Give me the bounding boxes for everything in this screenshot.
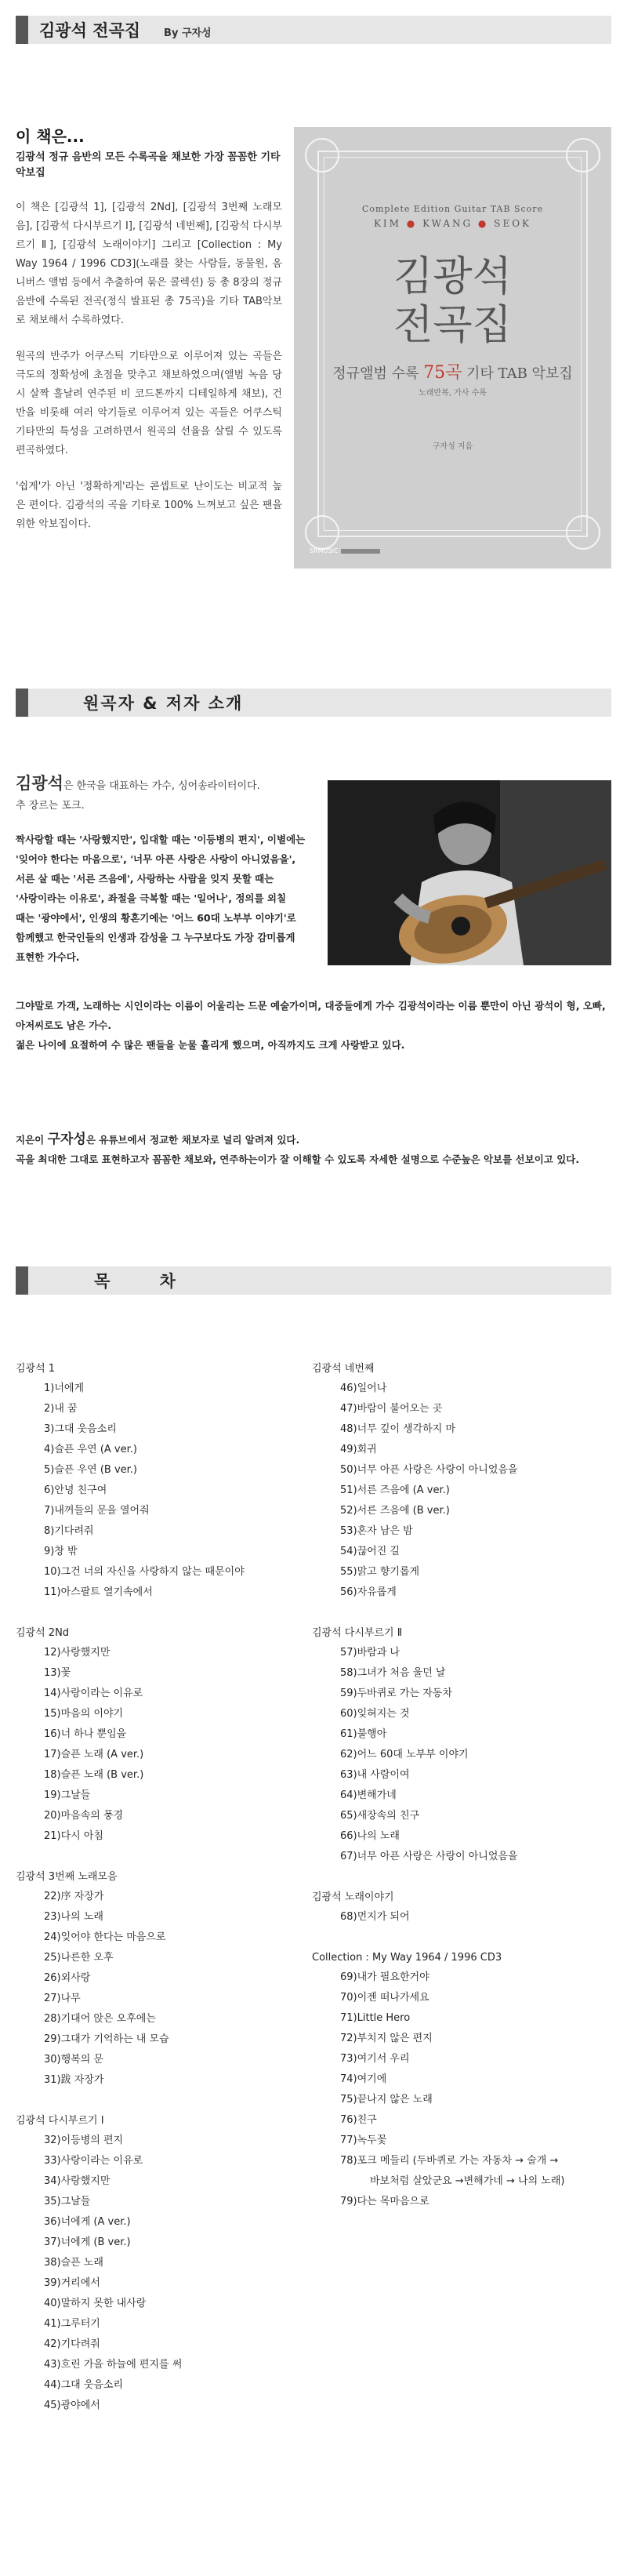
toc-song-item: 67)너무 아픈 사랑은 사랑이 아니었음을 (340, 1851, 518, 1862)
bio-bold-line: 서른 살 때는 '서른 즈음에', 사랑하는 사람을 잊지 못할 때는 (16, 873, 274, 885)
toc-album-title: 김광석 2Nd (16, 1627, 70, 1639)
bio-bold-line: 짝사랑할 때는 '사랑했지만', 입대할 때는 '이등병의 편지', 이별에는 (16, 834, 306, 845)
toc-song-item: 25)나른한 오후 (44, 1952, 114, 1964)
cover-author: 구자성 지음 (432, 442, 473, 451)
toc-song-item: 73)여기서 우리 (340, 2053, 410, 2065)
toc-song-item: 35)그날들 (44, 2196, 91, 2207)
toc-song-item: 16)너 하나 뿐임을 (44, 1728, 127, 1740)
toc-song-item: 40)말하지 못한 내사랑 (44, 2298, 147, 2309)
toc-song-item: 51)서른 즈음에 (A ver.) (340, 1484, 450, 1496)
toc-song-item: 43)흐린 가을 하늘에 편지를 써 (44, 2359, 183, 2371)
toc-song-item: 32)이등병의 편지 (44, 2135, 124, 2146)
toc-song-item: 4)슬픈 우연 (A ver.) (44, 1444, 137, 1455)
bio-continued (16, 996, 611, 1055)
toc-song-item: 46)일어나 (340, 1382, 387, 1394)
toc-song-item: 18)슬픈 노래 (B ver.) (44, 1769, 144, 1781)
toc-song-item: 5)슬픈 우연 (B ver.) (44, 1464, 138, 1476)
toc-left-column (16, 1359, 314, 2416)
toc-song-item: 42)기다려줘 (44, 2338, 100, 2350)
toc-song-item: 27)나무 (44, 1993, 81, 2004)
cover-name-en: KIM ● KWANG ● SEOK (373, 218, 532, 229)
author-name: 구자성 (47, 1132, 86, 1147)
toc-song-item: 50)너무 아픈 사랑은 사랑이 아니었음을 (340, 1464, 518, 1476)
bio-bold-line: '사랑이라는 이유로', 좌절을 극복할 때는 '일어나', 정의를 외칠 (16, 892, 287, 904)
toc-song-item: 58)그녀가 처음 울던 날 (340, 1667, 446, 1679)
toc-album-title: 김광석 네번째 (312, 1363, 375, 1375)
toc-right-column (312, 1359, 610, 2212)
toc-song-item: 3)그대 웃음소리 (44, 1423, 117, 1435)
toc-song-item: 66)나의 노래 (340, 1830, 400, 1842)
toc-song-item: 79)다는 목마음으로 (340, 2196, 429, 2207)
toc-song-item: 13)꽃 (44, 1667, 71, 1679)
toc-song-item: 22)序 자장가 (44, 1891, 104, 1902)
bio-bold-line: '잊어야 한다는 마음으로', '너무 아픈 사랑은 사랑이 아니었음을', (16, 853, 296, 865)
toc-song-item: 11)아스팔트 열기속에서 (44, 1586, 153, 1598)
intro-paragraph-1: 이 책은 [김광석 1], [김광석 2Nd], [김광석 3번째 노래모음], [김광석 다시부르기 Ⅰ], [김광석 네번째], [김광석 다시부르기 Ⅱ], [김광석 노래이야기] 그리고 [Collection : My Way 1964 / 1996 CD3](노래를 찾는 사람들, 동물원, 옴니버스 앨범 등에서 추출하여 묶은 콜렉션) 등 총 8장의 정규 음반에 수록된 전곡(정식 발표된 총 75곡)을 기타 TAB악보로 채보해서 수록하였다. (16, 202, 282, 326)
toc-song-item: 34)사랑했지만 (44, 2175, 111, 2187)
header-bar (16, 16, 611, 44)
section-bar-toc (16, 1266, 611, 1295)
toc-song-item: 30)행복의 문 (44, 2054, 103, 2066)
toc-song-item: 7)내꺼들의 문을 열어줘 (44, 1505, 150, 1517)
bio-section (16, 774, 325, 967)
author-section (16, 1130, 611, 1169)
toc-song-item: 21)다시 아침 (44, 1830, 103, 1842)
bio-bold-line: 때는 '광야에서', 인생의 황혼기에는 '어느 60대 노부부 이야기'로 (16, 912, 296, 924)
toc-song-item: 60)잊혀지는 것 (340, 1708, 410, 1720)
toc-song-item: 61)불행아 (340, 1728, 387, 1740)
toc-song-item: 15)마음의 이야기 (44, 1708, 124, 1720)
toc-spacer (16, 2091, 314, 2111)
artist-photo-illustration (328, 780, 611, 965)
toc-spacer (312, 1603, 610, 1623)
toc-song-item: 72)부치지 않은 편지 (340, 2033, 433, 2044)
publisher-bar (341, 549, 380, 554)
cover-ornament (305, 515, 339, 550)
toc-song-item: 38)슬픈 노래 (44, 2257, 103, 2269)
toc-song-item: 59)두바퀴로 가는 자동차 (340, 1688, 452, 1699)
toc-song-item: 74)여기에 (340, 2073, 387, 2085)
toc-song-item: 78)포크 메들리 (두바퀴로 가는 자동차 → 술개 → (340, 2155, 559, 2167)
toc-spacer (312, 1867, 610, 1887)
toc-song-item: 9)창 밖 (44, 1546, 78, 1557)
toc-song-item: 70)이젠 떠나가세요 (340, 1992, 429, 2004)
toc-song-item: 49)회귀 (340, 1444, 377, 1455)
toc-song-item: 20)마음속의 풍경 (44, 1810, 124, 1822)
toc-song-item: 24)잊어야 한다는 마음으로 (44, 1931, 166, 1943)
toc-song-item: 56)자유롭게 (340, 1586, 397, 1598)
toc-song-item: 37)너에게 (B ver.) (44, 2236, 131, 2248)
toc-song-item: 48)너무 깊이 생각하지 마 (340, 1423, 456, 1435)
cover-ornament (566, 138, 600, 173)
cover-ornament (305, 138, 339, 173)
toc-album-title: 김광석 1 (16, 1363, 56, 1375)
artist-photo (328, 780, 611, 965)
toc-song-item: 57)바람과 나 (340, 1647, 400, 1659)
toc-album-title: 김광석 다시부르기 Ⅰ (16, 2115, 104, 2127)
book-cover (294, 127, 611, 569)
artist-name: 김광석 (16, 774, 63, 793)
toc-song-item: 64)변해가네 (340, 1789, 397, 1801)
intro-lead: 김광석 정규 음반의 모든 수록곡을 채보한 가장 꼼꼼한 기타 악보집 (16, 151, 281, 179)
toc-song-item: 41)그루터기 (44, 2318, 100, 2330)
toc-song-item: 23)나의 노래 (44, 1911, 103, 1923)
cover-subtitle-en: Complete Edition Guitar TAB Score (361, 204, 544, 214)
bio-genre: 추 장르는 포크. (16, 800, 85, 812)
publisher-logo: SRMUSIC (310, 547, 339, 554)
toc-song-item: 6)안녕 친구여 (44, 1484, 107, 1496)
toc-song-item: 2)내 꿈 (44, 1403, 78, 1415)
bio-intro: 김광석은 한국을 대표하는 가수, 싱어송라이터이다. (16, 774, 260, 793)
toc-song-item: 53)혼자 남은 밤 (340, 1525, 413, 1537)
toc-song-item: 26)외사랑 (44, 1972, 91, 1984)
toc-song-item: 10)그건 너의 자신을 사랑하지 않는 때문이야 (44, 1566, 245, 1578)
toc-song-item: 19)그날들 (44, 1789, 91, 1801)
toc-song-item: 55)맑고 향기롭게 (340, 1566, 420, 1578)
toc-song-item: 63)내 사람이여 (340, 1769, 410, 1781)
toc-song-item: 28)기대어 앉은 오후에는 (44, 2013, 156, 2025)
section-mark (16, 689, 28, 717)
cover-title: 김광석 전곡집 (393, 253, 512, 349)
toc-song-item: 17)슬픈 노래 (A ver.) (44, 1749, 144, 1760)
bio-bold-line: 표현한 가수다. (16, 951, 80, 963)
toc-song-item: 14)사랑이라는 이유로 (44, 1688, 143, 1699)
toc-song-item: 62)어느 60대 노부부 이야기 (340, 1749, 469, 1760)
toc-song-item: 52)서른 즈음에 (B ver.) (340, 1505, 450, 1517)
cover-description: 정규앨범 수록 75곡 기타 TAB 악보집 (332, 363, 573, 383)
toc-album-title: 김광석 다시부르기 Ⅱ (312, 1627, 403, 1639)
author-intro: 지은이 구자성은 유튜브에서 정교한 채보자로 널리 알려져 있다. (16, 1132, 300, 1147)
toc-song-item: 12)사랑했지만 (44, 1647, 111, 1659)
header-mark (16, 16, 28, 44)
toc-song-item: 71)Little Hero (340, 2012, 411, 2024)
intro-heading: 이 책은... (16, 127, 85, 146)
toc-song-item: 69)내가 필요한거야 (340, 1971, 429, 1983)
toc-song-item: 76)친구 (340, 2114, 377, 2126)
bio-paragraph-2: 그야말로 가객, 노래하는 시인이라는 이름이 어울리는 드문 예술가이며, 대중들에게 가수 김광석이라는 이름 뿐만이 아닌 광석이 형, 오빠, 아저씨로도 남은 가수. (16, 1000, 606, 1031)
section-title: 목 차 (94, 1272, 198, 1291)
toc-spacer (16, 1847, 314, 1867)
toc-song-item: 44)그대 웃음소리 (44, 2379, 124, 2391)
section-title: 원곡자 & 저자 소개 (83, 694, 244, 713)
toc-song-item: 75)끝나지 않은 노래 (340, 2094, 433, 2105)
toc-song-item: 33)사랑이라는 이유로 (44, 2155, 143, 2167)
section-bar-profile (16, 689, 611, 717)
bio-paragraph-2b: 젊은 나이에 요절하여 수 많은 팬들을 눈물 흘리게 했으며, 아직까지도 크게 사랑받고 있다. (16, 1039, 405, 1051)
toc-song-item: 54)끊어진 길 (340, 1546, 400, 1557)
author-paragraph: 곡을 최대한 그대로 표현하고자 꼼꼼한 채보와, 연주하는이가 잘 이해할 수 있도록 자세한 설명으로 수준높은 악보를 선보이고 있다. (16, 1154, 580, 1165)
toc-song-item: 바보처럼 살았군요 →변해가네 → 나의 노래) (370, 2175, 565, 2187)
author-credit: By 구자성 (164, 27, 212, 39)
cover-small-text: 노래반복, 가사 수록 (419, 389, 487, 398)
toc-song-item: 45)광야에서 (44, 2400, 100, 2411)
intro-paragraph-2: 원곡의 반주가 어쿠스틱 기타만으로 이루어져 있는 곡들은 극도의 정확성에 초점을 맞추고 채보하였으며(앨범 녹음 당시 살짝 흘날려 연주된 비 코드톤까지 디테일하게 채보), 건반을 비롯해 여러 악기들로 이루어져 있는 곡들은 어쿠스틱 기타만의 특성을 고려하면서 원곡의 선율을 살릴 수 있도록 편곡하였다. (16, 351, 282, 456)
toc-song-item: 47)바람이 불어오는 곳 (340, 1403, 443, 1415)
toc-song-item: 39)거리에서 (44, 2277, 100, 2289)
toc-album-title: 김광석 3번째 노래모음 (16, 1871, 118, 1883)
section-mark (16, 1266, 28, 1295)
cover-ornament (566, 515, 600, 550)
toc-song-item: 77)녹두꽃 (340, 2135, 387, 2146)
page-title: 김광석 전곡집 (39, 21, 141, 40)
bio-bold-line: 함께했고 한국인들의 인생과 감성을 그 누구보다도 가장 감미롭게 (16, 932, 295, 943)
toc-song-item: 31)跋 자장가 (44, 2074, 104, 2086)
toc-song-item: 65)새장속의 친구 (340, 1810, 420, 1822)
toc-song-item: 1)너에게 (44, 1382, 85, 1394)
toc-album-title: Collection : My Way 1964 / 1996 CD3 (312, 1952, 502, 1964)
toc-song-item: 36)너에게 (A ver.) (44, 2216, 131, 2228)
toc-spacer (16, 1603, 314, 1623)
intro-section (16, 124, 282, 551)
toc-spacer (312, 1927, 610, 1948)
toc-song-item: 29)그대가 기억하는 내 모습 (44, 2033, 169, 2045)
intro-paragraph-3: '쉽게'가 아닌 '정확하게'라는 콘셉트로 난이도는 비교적 높은 편이다. 김광석의 곡을 기타로 100% 느껴보고 싶은 팬을 위한 악보집이다. (16, 481, 282, 530)
toc-album-title: 김광석 노래이야기 (312, 1891, 394, 1903)
toc-song-item: 8)기다려줘 (44, 1525, 94, 1537)
toc-song-item: 68)먼지가 되어 (340, 1911, 410, 1923)
